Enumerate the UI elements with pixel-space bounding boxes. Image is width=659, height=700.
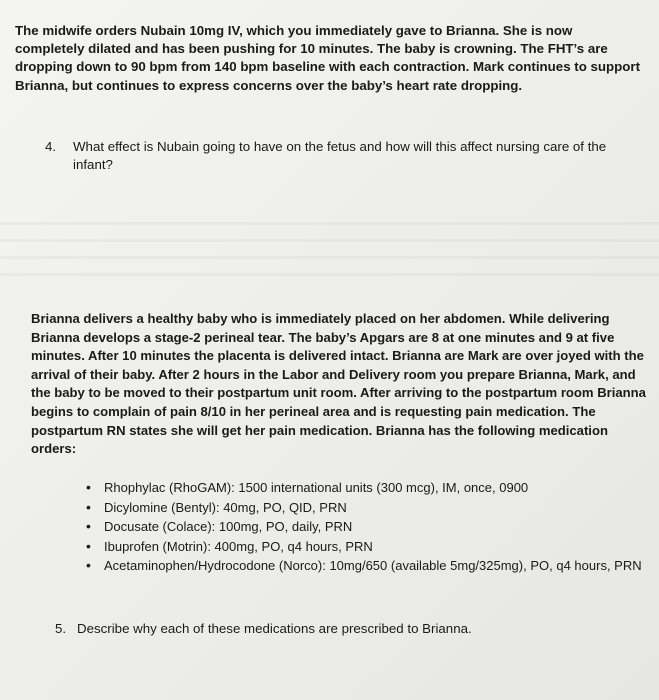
question-5: [55, 620, 635, 638]
question-4-text: What effect is Nubain going to have on the fetus and how will this affect nursing care of the infant?: [73, 139, 607, 172]
medication-order-text: Ibuprofen (Motrin): 400mg, PO, q4 hours, PRN: [104, 538, 373, 554]
scenario-paragraph-1: The midwife orders Nubain 10mg IV, which you immediately gave to Brianna. She is now completely dilated and has been pushing for 10 minutes. The baby is crowning. The FHT’s are dropping down to 90 bpm from 140 bpm baseline with each contraction. Mark continues to support Brianna, but continues to express concerns over the baby’s heart rate dropping.: [15, 23, 641, 93]
bullet-icon: •: [86, 518, 91, 534]
medication-order-text: Dicylomine (Bentyl): 40mg, PO, QID, PRN: [104, 499, 347, 515]
medication-order-text: Acetaminophen/Hydrocodone (Norco): 10mg/650 (available 5mg/325mg), PO, q4 hours, PRN: [104, 558, 642, 573]
medication-order-item: [88, 478, 648, 498]
medication-order-item: [88, 498, 648, 518]
medication-order-item: [88, 537, 648, 557]
medication-order-item: [88, 556, 648, 576]
medication-order-text: Docusate (Colace): 100mg, PO, daily, PRN: [104, 519, 353, 534]
bullet-icon: •: [86, 537, 91, 554]
question-5-text: Describe why each of these medications are prescribed to Brianna.: [77, 621, 472, 636]
bullet-icon: •: [86, 498, 91, 515]
bleed-through-texture: [0, 208, 659, 278]
bullet-icon: •: [86, 479, 91, 495]
medication-order-text: Rhophylac (RhoGAM): 1500 international units (300 mcg), IM, once, 0900: [104, 480, 529, 495]
medication-orders-list: [88, 478, 648, 576]
question-4-number: 4.: [45, 139, 57, 154]
scenario-paragraph-2: Brianna delivers a healthy baby who is immediately placed on her abdomen. While delivering Brianna develops a stage-2 perineal tear. The baby’s Apgars are 8 at one minutes and 9 at five minutes. After 10 minutes the placenta is delivered intact. Brianna are Mark are over joyed with the arrival of their baby. After 2 hours in the Labor and Delivery room you prepare Brianna, Mark, and the baby to be moved to their postpartum unit room. After arriving to the postpartum room Brianna begins to complain of pain 8/10 in her perineal area and is requesting pain medication. The postpartum RN states she will get her pain medication. Brianna has the following medication orders:: [31, 311, 646, 457]
bullet-icon: •: [86, 557, 91, 573]
medication-order-item: [88, 517, 648, 537]
question-5-number: 5.: [55, 621, 67, 636]
question-4: [45, 138, 645, 174]
